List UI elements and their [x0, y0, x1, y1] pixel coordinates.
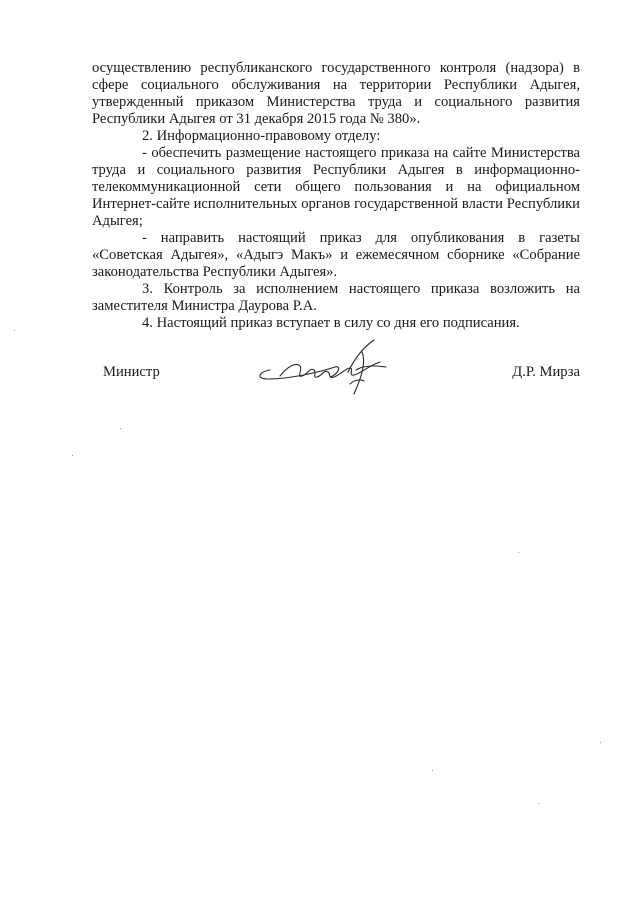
paragraph-item-2: 2. Информационно-правовому отделу: — [142, 128, 381, 144]
signature-block — [0, 352, 640, 412]
handwritten-signature — [250, 332, 410, 412]
paragraph-item-2-bullet-2: - направить настоящий приказ для опубликования в газеты «Советская Адыгея», «Адыгэ Макъ» и ежемесячном сборнике «Собрание законодательства Республики Адыгея». — [92, 230, 580, 280]
paragraph-item-3: 3. Контроль за исполнением настоящего приказа возложить на заместителя Министра Даурова Р.А. — [92, 281, 580, 314]
signatory-role: Министр — [103, 364, 160, 380]
signatory-name: Д.Р. Мирза — [512, 364, 580, 380]
document-body — [92, 60, 580, 332]
paragraph-continuation: осуществлению республиканского государственного контроля (надзора) в сфере социального обслуживания на территории Республики Адыгея, утвержденный приказом Министерства труда и социального развития Республики Адыгея от 31 декабря 2015 года № 380». — [92, 60, 580, 127]
paragraph-item-2-bullet-1: - обеспечить размещение настоящего приказа на сайте Министерства труда и социального развития Республики Адыгея в информационно-телекоммуникационной сети общего пользования и на официальном Интернет-сайте исполнительных органов государственной власти Республики Адыгея; — [92, 145, 580, 229]
paragraph-item-4: 4. Настоящий приказ вступает в силу со дня его подписания. — [142, 315, 520, 331]
